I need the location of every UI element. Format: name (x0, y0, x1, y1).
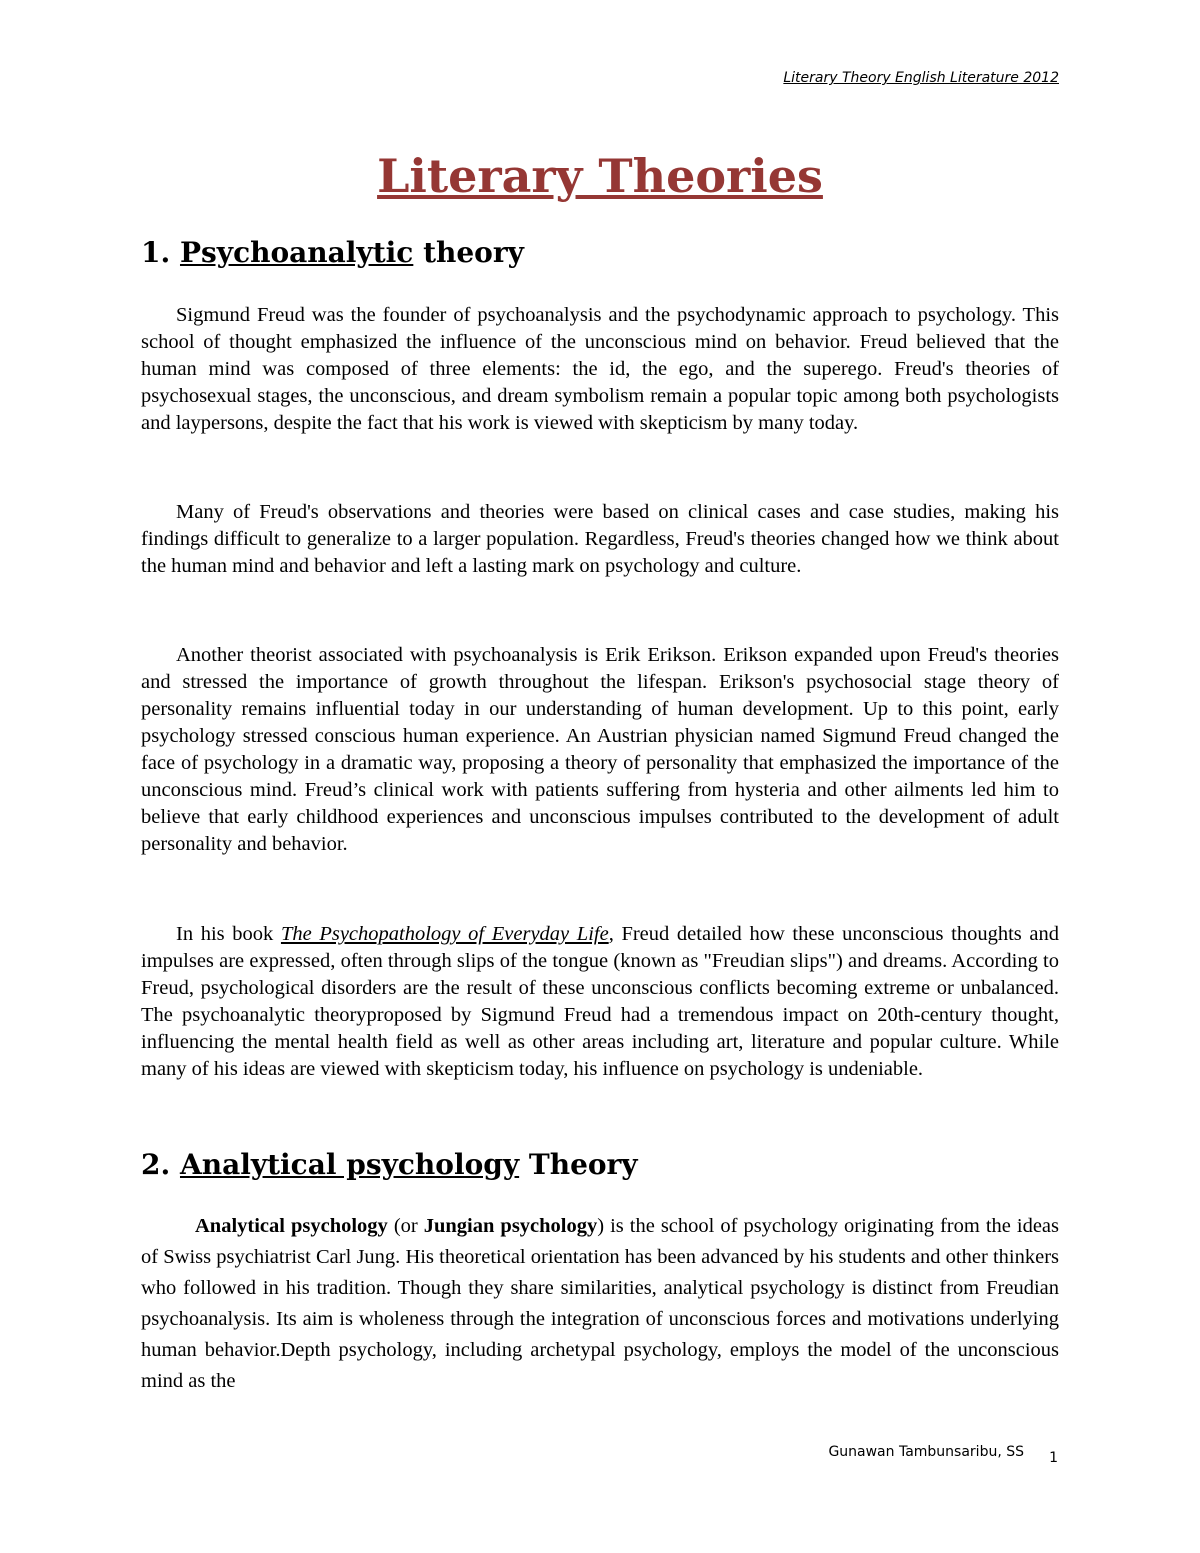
document-title: Literary Theories (377, 149, 823, 203)
paragraph-text: In his book (176, 923, 281, 945)
footer-author: Gunawan Tambunsaribu, SS (828, 1444, 1024, 1460)
paragraph-text: (or (387, 1215, 424, 1237)
paragraph: Many of Freud's observations and theories were based on clinical cases and case studies, making his findings difficult to generalize to a larger population. Regardless, Freud's theories changed how we think about the human mind and behavior and left a lasting mark on psychology and culture. (141, 501, 1059, 577)
running-header: Literary Theory English Literature 2012 (783, 70, 1059, 86)
bold-term: Analytical psychology (195, 1215, 388, 1237)
section-heading-rest: Theory (519, 1148, 638, 1181)
section-heading-rest: theory (413, 236, 524, 269)
section-heading-analytical (141, 1148, 638, 1182)
paragraph (141, 921, 1059, 1083)
paragraph-text: , Freud detailed how these unconscious thoughts and impulses are expressed, often through slips of the tongue (known as "Freudian slips") and dreams. According to Freud, psychological disorders are the result of these unconscious conflicts becoming extreme or unbalanced. The psychoanalytic theoryproposed by Sigmund Freud had a tremendous impact on 20th-century thought, influencing the mental health field as well as other areas including art, literature and popular culture. While many of his ideas are viewed with skepticism today, his influence on psychology is undeniable. (141, 923, 1060, 1080)
paragraph-text: ) is the school of psychology originating from the ideas of Swiss psychiatrist Carl Jung. His theoretical orientation has been advanced by his students and other thinkers who followed in his tradition. Though they share similarities, analytical psychology is distinct from Freudian psychoanalysis. Its aim is wholeness through the integration of unconscious forces and motivations underlying human behavior.Depth psychology, including archetypal psychology, employs the model of the unconscious mind as the (141, 1215, 1060, 1392)
paragraph: Another theorist associated with psychoanalysis is Erik Erikson. Erikson expanded upon Freud's theories and stressed the importance of growth throughout the lifespan. Erikson's psychosocial stage theory of personality remains influential today in our understanding of human development. Up to this point, early psychology stressed conscious human experience. An Austrian physician named Sigmund Freud changed the face of psychology in a dramatic way, proposing a theory of personality that emphasized the importance of the unconscious mind. Freud’s clinical work with patients suffering from hysteria and other ailments led him to believe that early childhood experiences and unconscious impulses contributed to the development of adult personality and behavior. (141, 644, 1059, 855)
paragraph: Sigmund Freud was the founder of psychoanalysis and the psychodynamic approach to psychology. This school of thought emphasized the influence of the unconscious mind on behavior. Freud believed that the human mind was composed of three elements: the id, the ego, and the superego. Freud's theories of psychosexual stages, the unconscious, and dream symbolism remain a popular topic among both psychologists and laypersons, despite the fact that his work is viewed with skepticism by many today. (141, 304, 1059, 434)
section-heading-underlined: Analytical psychology (179, 1148, 520, 1181)
section-heading-psychoanalytic (141, 236, 524, 270)
page-number: 1 (1049, 1450, 1058, 1466)
book-title: The Psychopathology of Everyday Life (280, 923, 609, 945)
section-number: 2. (141, 1148, 180, 1181)
section-number: 1. (141, 236, 180, 269)
paragraph (141, 1211, 1059, 1397)
section-heading-underlined: Psychoanalytic (179, 236, 414, 269)
bold-term: Jungian psychology (423, 1215, 598, 1237)
